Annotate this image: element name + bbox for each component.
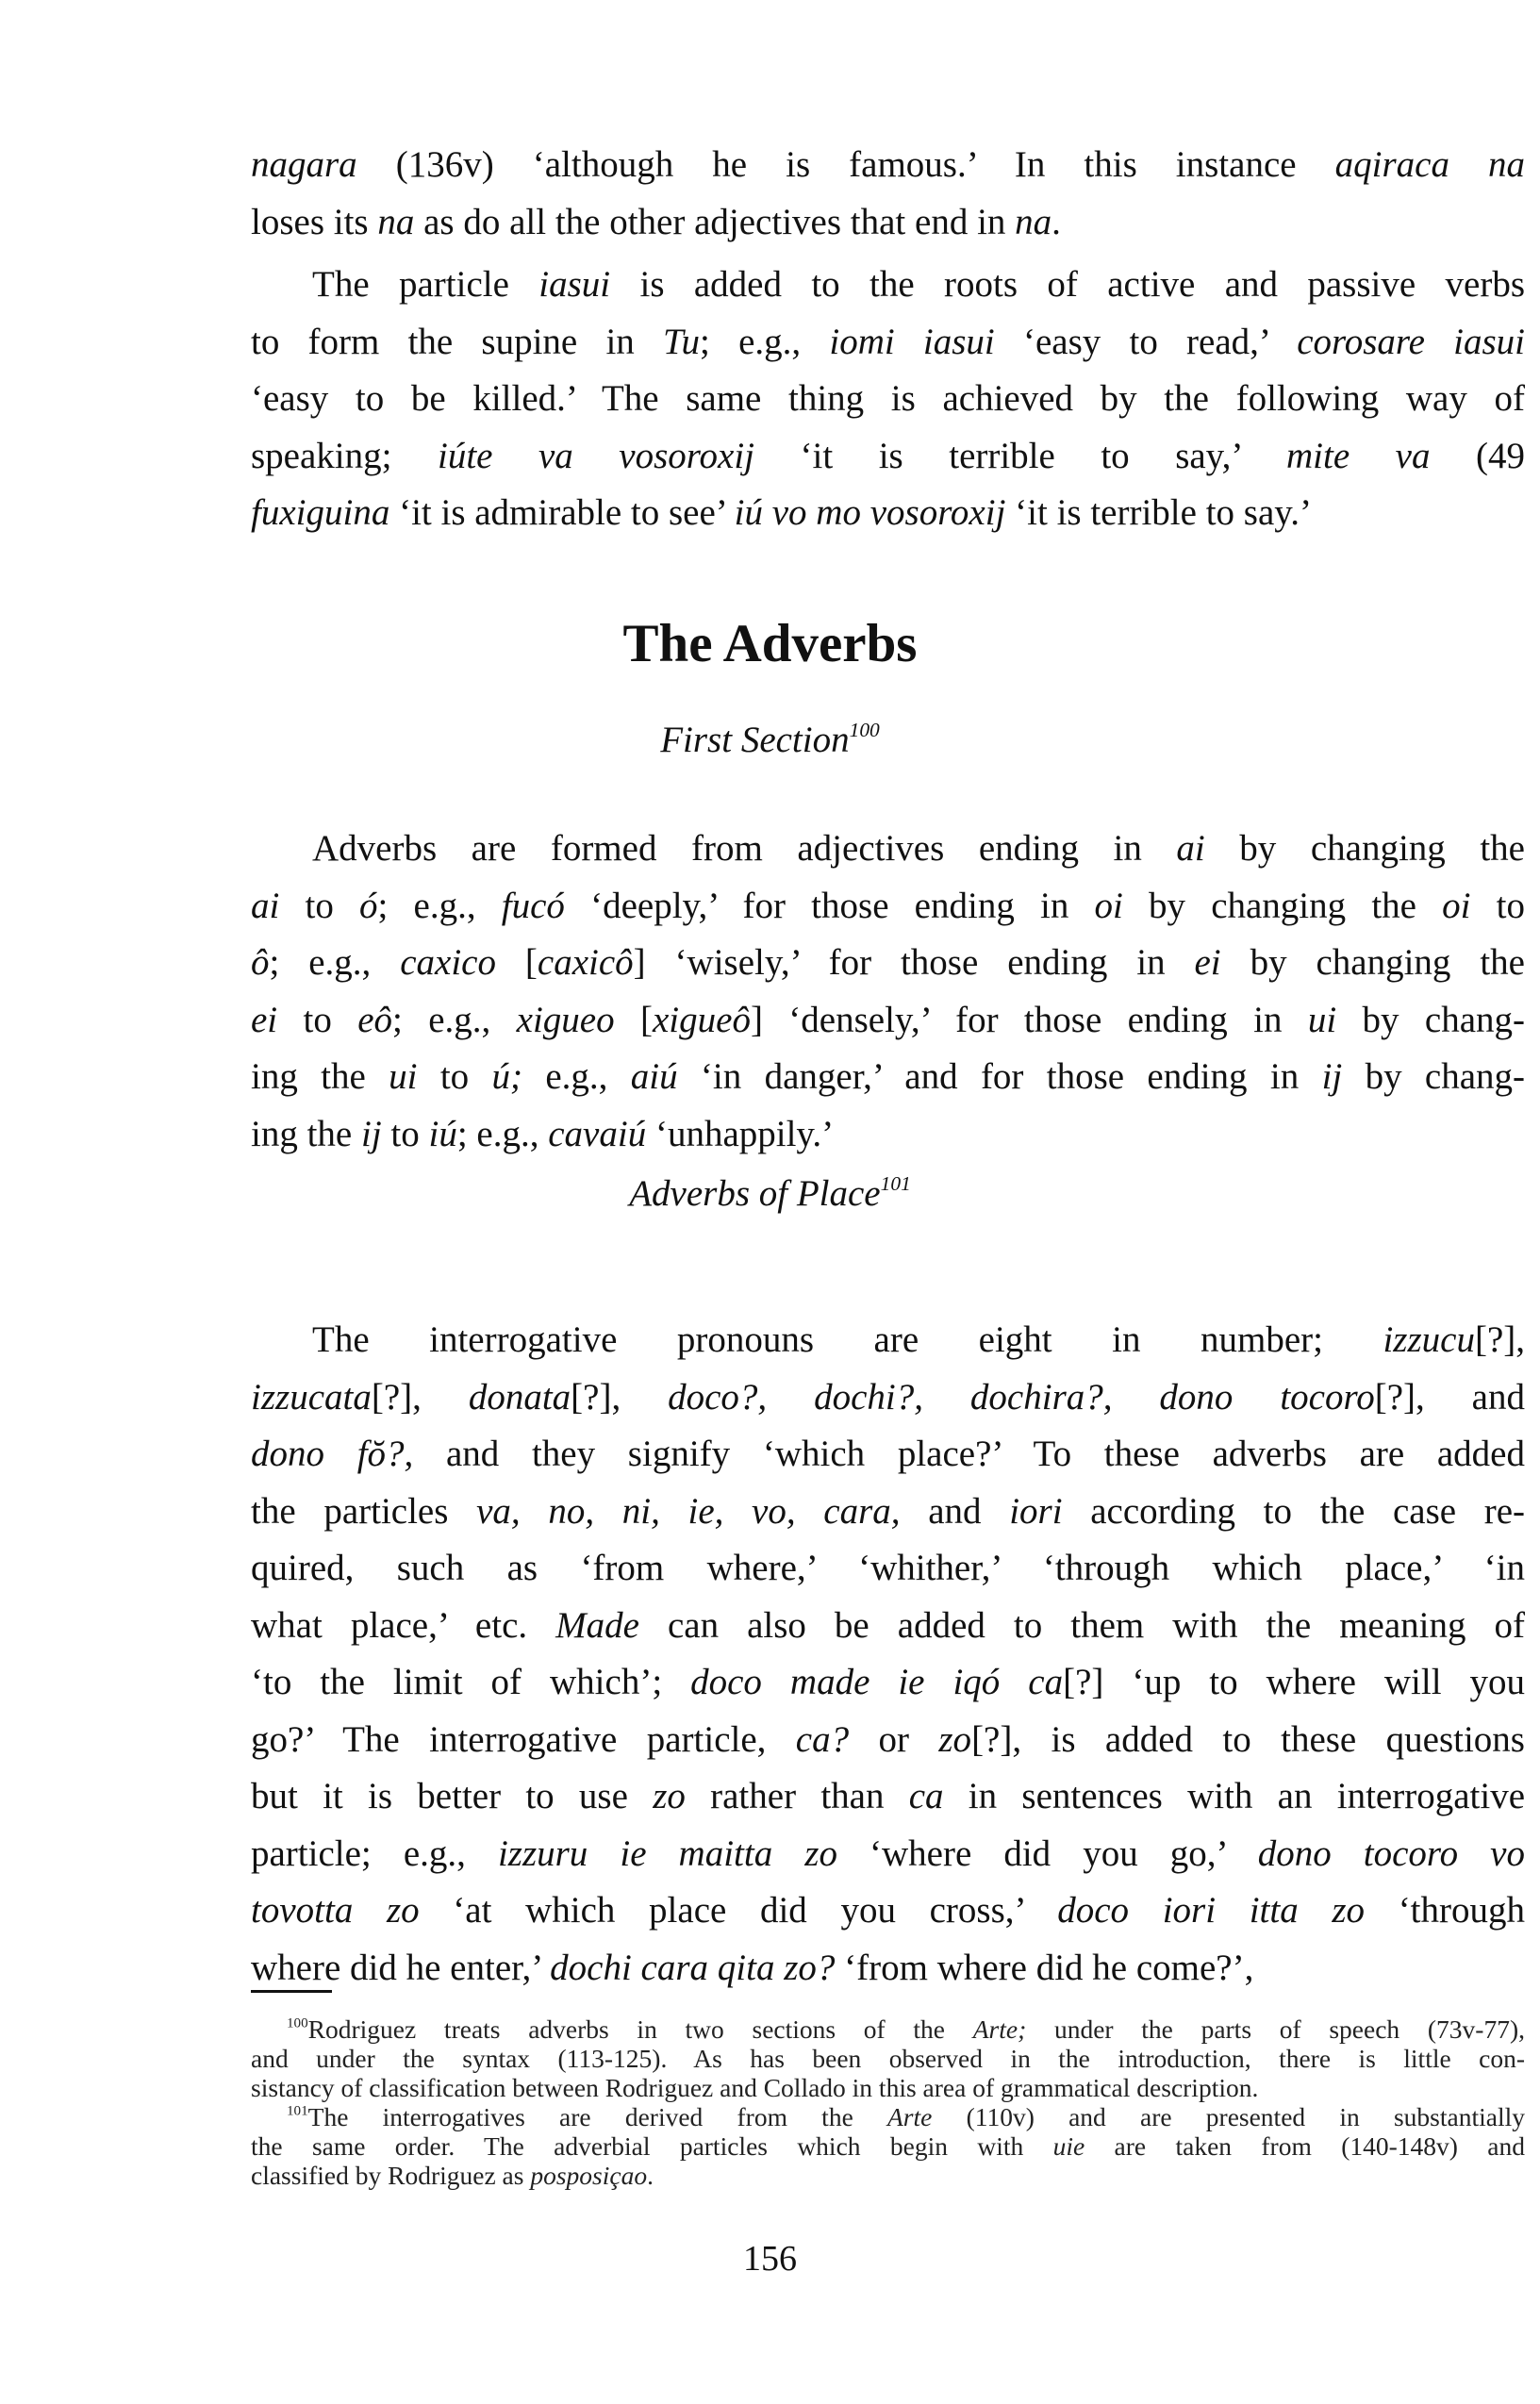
- text-line: [251, 2014, 1525, 2044]
- text-line: [251, 2073, 1525, 2102]
- text-run: [: [495, 942, 538, 983]
- italic-term: ai: [1176, 828, 1205, 869]
- text-run: rather than: [685, 1776, 909, 1816]
- text-line: [251, 1540, 1525, 1598]
- italic-term: ui: [1307, 999, 1337, 1040]
- text-run: ‘from where did he come?’,: [835, 1947, 1254, 1988]
- italic-term: iasui: [538, 264, 611, 305]
- text-run: sistancy of classification between Rodriguez and Collado in this area of grammatical description.: [251, 2073, 1259, 2102]
- text-run: to: [1470, 885, 1525, 926]
- text-line: [251, 2161, 1525, 2190]
- text-run: [?],: [371, 1376, 469, 1418]
- text-line: [251, 992, 1525, 1050]
- text-run: ‘it is terrible to say,’: [754, 435, 1287, 476]
- text-run: speaking;: [251, 435, 438, 476]
- text-run: [?] ‘up to where will you: [1063, 1662, 1525, 1702]
- subheading-first-section: [0, 719, 1540, 761]
- italic-term: caxicô: [537, 942, 634, 983]
- text-run: [?],: [571, 1376, 669, 1418]
- subheading-adverbs-of-place: [0, 1172, 1540, 1215]
- text-run: particle; e.g.,: [251, 1832, 498, 1874]
- text-line: [251, 428, 1525, 486]
- text-line: [251, 257, 1525, 314]
- text-line: [251, 1882, 1525, 1940]
- italic-term: Tu: [663, 321, 701, 362]
- italic-term: ô: [251, 942, 270, 983]
- italic-term: doco?, dochi?, dochira?, dono tocoro: [668, 1376, 1375, 1418]
- italic-term: zo: [938, 1718, 972, 1760]
- italic-term: tovotta zo: [251, 1890, 420, 1931]
- italic-term: doco iori itta zo: [1057, 1890, 1366, 1931]
- italic-term: dono fŏ?,: [251, 1434, 414, 1474]
- italic-term: iú: [428, 1113, 457, 1154]
- text-run: can also be added to them with the meaning of: [638, 1604, 1526, 1646]
- text-line: [251, 935, 1525, 992]
- text-run: loses its: [251, 201, 378, 242]
- text-run: ing the: [251, 1113, 361, 1154]
- text-run: [: [614, 999, 653, 1040]
- section-heading: The Adverbs: [622, 614, 918, 673]
- italic-term: ca: [908, 1776, 944, 1816]
- italic-term: dochi cara qita zo?: [550, 1947, 836, 1988]
- text-run: according to the case re-: [1062, 1490, 1526, 1532]
- paragraph-supine: [251, 257, 1525, 542]
- text-run: and: [900, 1490, 1010, 1532]
- italic-term: xigueo: [516, 999, 615, 1040]
- italic-term: ui: [389, 1056, 418, 1097]
- text-run: (49: [1430, 435, 1526, 476]
- text-run: ‘easy to read,’: [994, 321, 1298, 362]
- footnote-mark: 101: [287, 2103, 308, 2119]
- italic-term: xigueô: [652, 999, 751, 1040]
- footnote-ref: 101: [880, 1171, 911, 1195]
- paragraph-continuation: [251, 137, 1525, 251]
- italic-term: ij: [1321, 1056, 1343, 1097]
- text-run: by changing the: [1122, 885, 1443, 926]
- italic-term: iú vo mo vosoroxij: [734, 492, 1006, 533]
- text-run: to: [277, 999, 358, 1040]
- text-line: [251, 1312, 1525, 1369]
- text-run: by chang-: [1336, 999, 1525, 1040]
- text-line: [251, 1940, 1525, 1998]
- text-line: [251, 314, 1525, 372]
- italic-term: ei: [251, 999, 278, 1040]
- italic-term: Arte: [887, 2102, 933, 2131]
- text-run: [?], is added to these questions: [971, 1718, 1525, 1760]
- text-run: .: [647, 2161, 654, 2190]
- italic-term: Arte;: [972, 2014, 1027, 2044]
- text-run: where did he enter,’: [251, 1947, 551, 1988]
- text-line: [251, 1484, 1525, 1541]
- text-run: classified by Rodriguez as: [251, 2161, 531, 2190]
- text-run: Rodriguez treats adverbs in two sections of the: [307, 2014, 973, 2044]
- italic-term: uie: [1052, 2131, 1085, 2161]
- italic-term: izzucata: [251, 1376, 372, 1418]
- text-line: [251, 194, 1525, 252]
- text-line: [251, 1369, 1525, 1427]
- text-run: ; e.g.,: [700, 321, 830, 362]
- italic-term: izzucu: [1383, 1319, 1475, 1360]
- italic-term: aiú: [630, 1056, 678, 1097]
- italic-term: ú;: [491, 1056, 523, 1097]
- page-number: 156: [743, 2239, 797, 2279]
- text-run: by changing the: [1220, 942, 1525, 983]
- text-run: ; e.g.,: [377, 885, 502, 926]
- text-run: to: [381, 1113, 429, 1154]
- text-run: in sentences with an interrogative: [943, 1776, 1525, 1816]
- italic-term: fucó: [501, 885, 565, 926]
- paragraph-interrogatives: [251, 1312, 1525, 1997]
- italic-term: ai: [251, 885, 280, 926]
- text-run: but it is better to use: [251, 1776, 654, 1816]
- text-line: [251, 2044, 1525, 2073]
- text-line: [251, 1106, 1525, 1164]
- italic-term: zo: [653, 1776, 686, 1816]
- text-run: the particles: [251, 1490, 477, 1532]
- italic-term: iúte va vosoroxij: [437, 435, 755, 476]
- italic-term: donata: [468, 1376, 571, 1418]
- text-run: ‘it is admirable to see’: [389, 492, 735, 533]
- footnote-100: [251, 2014, 1525, 2102]
- footnote-mark: 100: [287, 2015, 308, 2031]
- text-run: [?], and: [1374, 1376, 1525, 1418]
- italic-term: doco made ie iqó ca: [690, 1662, 1064, 1702]
- text-run: go?’ The interrogative particle,: [251, 1718, 796, 1760]
- text-run: the same order. The adverbial particles which begin with: [251, 2131, 1053, 2161]
- text-run: ‘easy to be killed.’ The same thing is achieved by the following way of: [251, 378, 1525, 419]
- text-run: by changing the: [1204, 828, 1525, 869]
- text-run: ‘through: [1365, 1890, 1526, 1931]
- text-run: Adverbs are formed from adjectives ending in: [312, 828, 1177, 869]
- text-run: ‘in danger,’ and for those ending in: [677, 1056, 1322, 1097]
- text-line: [251, 1654, 1525, 1712]
- text-line: [251, 2102, 1525, 2131]
- text-line: [251, 1712, 1525, 1769]
- text-line: [251, 878, 1525, 936]
- italic-term: fuxiguina: [251, 492, 390, 533]
- italic-term: aqiraca na: [1334, 144, 1525, 185]
- italic-term: ó: [359, 885, 378, 926]
- subheading-text: First Section: [660, 720, 850, 760]
- italic-term: izzuru ie maitta zo: [497, 1832, 837, 1874]
- text-run: The interrogatives are derived from the: [307, 2102, 887, 2131]
- text-run: (110v) and are presented in substantially: [932, 2102, 1525, 2131]
- text-run: ] ‘wisely,’ for those ending in: [633, 942, 1195, 983]
- italic-term: corosare iasui: [1297, 321, 1526, 362]
- text-line: [251, 137, 1525, 194]
- text-run: ‘at which place did you cross,’: [419, 1890, 1058, 1931]
- text-line: [251, 1598, 1525, 1655]
- text-line: [251, 1826, 1525, 1883]
- text-run: ing the: [251, 1056, 389, 1097]
- italic-term: oi: [1442, 885, 1471, 926]
- text-run: quired, such as ‘from where,’ ‘whither,’ ‘through which place,’ ‘in: [251, 1548, 1525, 1588]
- text-run: ‘to the limit of which’;: [251, 1662, 691, 1702]
- text-run: (136v) ‘although he is famous.’ In this instance: [356, 144, 1335, 185]
- text-line: [251, 1768, 1525, 1826]
- text-run: .: [1052, 201, 1061, 242]
- text-run: or: [849, 1718, 939, 1760]
- footnote-divider: [251, 1990, 332, 1993]
- text-line: [251, 1426, 1525, 1484]
- paragraph-adverb-formation: [251, 821, 1525, 1163]
- italic-term: cavaiú: [548, 1113, 647, 1154]
- text-run: under the parts of speech (73v-77),: [1026, 2014, 1525, 2044]
- italic-term: ij: [360, 1113, 382, 1154]
- italic-term: dono tocoro vo: [1257, 1832, 1525, 1874]
- italic-term: iomi iasui: [829, 321, 995, 362]
- text-run: [?],: [1474, 1319, 1525, 1360]
- text-line: [251, 371, 1525, 428]
- text-run: The interrogative pronouns are eight in number;: [312, 1319, 1383, 1360]
- text-line: [251, 485, 1525, 542]
- footnote-ref: 100: [849, 718, 880, 741]
- text-run: to: [279, 885, 360, 926]
- footnote-101: [251, 2102, 1525, 2190]
- text-run: ‘deeply,’ for those ending in: [564, 885, 1095, 926]
- italic-term: ca?: [795, 1718, 850, 1760]
- italic-term: iori: [1009, 1490, 1063, 1532]
- text-run: to form the supine in: [251, 321, 663, 362]
- text-run: is added to the roots of active and passive verbs: [610, 264, 1526, 305]
- text-run: and they signify ‘which place?’ To these adverbs are added: [413, 1434, 1525, 1474]
- text-run: are taken from (140-148v) and: [1085, 2131, 1525, 2161]
- italic-term: mite va: [1286, 435, 1431, 476]
- text-run: ‘unhappily.’: [646, 1113, 835, 1154]
- text-line: [251, 1049, 1525, 1106]
- text-run: to: [417, 1056, 492, 1097]
- text-run: ; e.g.,: [392, 999, 517, 1040]
- text-run: ; e.g.,: [269, 942, 401, 983]
- italic-term: va, no, ni, ie, vo, cara,: [476, 1490, 901, 1532]
- text-run: e.g.,: [522, 1056, 631, 1097]
- italic-term: na: [377, 201, 415, 242]
- italic-term: ei: [1194, 942, 1221, 983]
- text-line: [251, 2131, 1525, 2161]
- text-run: ] ‘densely,’ for those ending in: [750, 999, 1308, 1040]
- text-run: as do all the other adjectives that end in: [414, 201, 1016, 242]
- text-line: [251, 821, 1525, 878]
- text-run: The particle: [312, 264, 539, 305]
- italic-term: oi: [1094, 885, 1123, 926]
- text-run: and under the syntax (113-125). As has been observed in the introduction, there is little con-: [251, 2044, 1525, 2073]
- text-run: ‘it is terrible to say.’: [1005, 492, 1312, 533]
- italic-term: na: [1015, 201, 1052, 242]
- italic-term: posposiçao: [530, 2161, 648, 2190]
- text-run: ‘where did you go,’: [836, 1832, 1258, 1874]
- italic-term: nagara: [251, 144, 357, 185]
- italic-term: eô: [357, 999, 393, 1040]
- italic-term: Made: [555, 1604, 639, 1646]
- text-run: what place,’ etc.: [251, 1604, 556, 1646]
- italic-term: caxico: [400, 942, 496, 983]
- text-run: by chang-: [1342, 1056, 1526, 1097]
- subheading-text: Adverbs of Place: [629, 1173, 881, 1214]
- text-run: ; e.g.,: [456, 1113, 549, 1154]
